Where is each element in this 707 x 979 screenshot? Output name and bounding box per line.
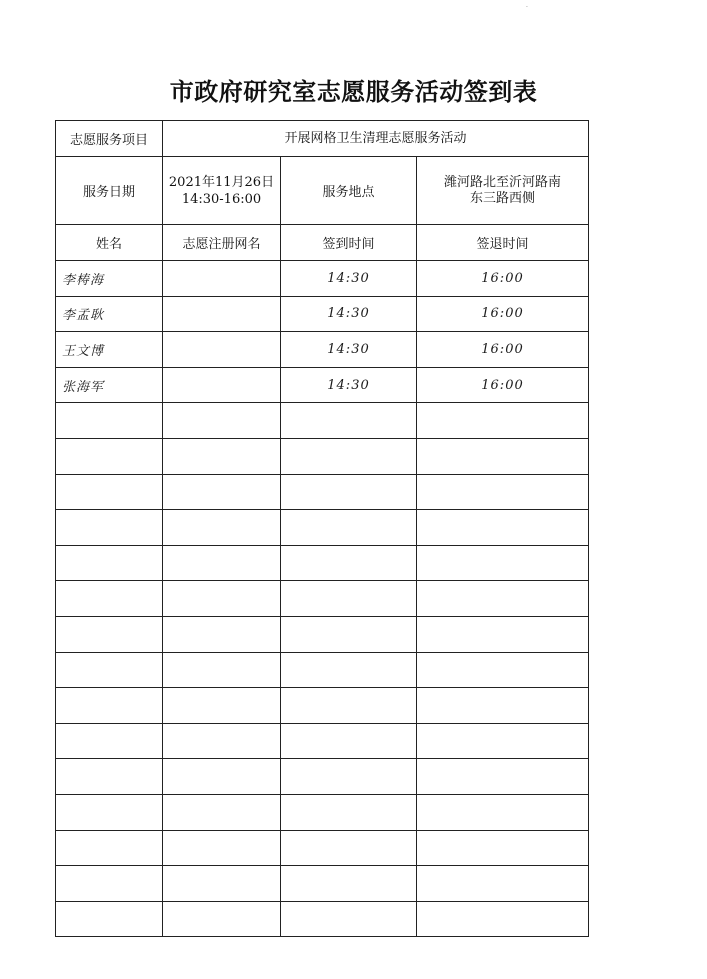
project-row (56, 121, 589, 157)
alias-cell (163, 474, 281, 510)
location-value (417, 157, 589, 225)
name-cell: 王文博 (56, 332, 163, 368)
checkout-cell (417, 901, 589, 937)
checkout-cell: 16:00 (417, 332, 589, 368)
location-line1: 潍河路北至沂河路南 (444, 174, 562, 190)
checkout-cell (417, 403, 589, 439)
alias-cell (163, 901, 281, 937)
checkin-cell (281, 830, 417, 866)
checkin-cell: 14:30 (281, 332, 417, 368)
name-cell (56, 438, 163, 474)
name-cell (56, 474, 163, 510)
alias-cell (163, 759, 281, 795)
name-cell (56, 759, 163, 795)
table-row (56, 866, 589, 902)
checkout-cell (417, 438, 589, 474)
alias-cell (163, 332, 281, 368)
alias-cell (163, 367, 281, 403)
alias-cell (163, 438, 281, 474)
checkout-cell (417, 759, 589, 795)
name-cell (56, 901, 163, 937)
checkin-cell (281, 794, 417, 830)
table-row (56, 261, 589, 297)
table-row (56, 616, 589, 652)
checkin-cell (281, 545, 417, 581)
table-row (56, 830, 589, 866)
name-cell (56, 403, 163, 439)
column-header-row (56, 225, 589, 261)
name-cell: 李孟耿 (56, 296, 163, 332)
location-label: 服务地点 (281, 157, 417, 225)
checkout-cell (417, 723, 589, 759)
alias-cell (163, 296, 281, 332)
name-cell (56, 581, 163, 617)
checkout-cell (417, 545, 589, 581)
name-cell (56, 616, 163, 652)
checkin-cell: 14:30 (281, 261, 417, 297)
alias-cell (163, 866, 281, 902)
table-row (56, 581, 589, 617)
alias-cell (163, 510, 281, 546)
checkin-cell (281, 688, 417, 724)
col-header-alias: 志愿注册网名 (163, 225, 281, 261)
checkout-cell (417, 474, 589, 510)
checkout-cell (417, 794, 589, 830)
checkin-cell (281, 510, 417, 546)
date-location-row (56, 157, 589, 225)
checkin-cell (281, 616, 417, 652)
page-title: 市政府研究室志愿服务活动签到表 (169, 77, 538, 106)
table-row (56, 545, 589, 581)
checkin-cell (281, 866, 417, 902)
location-line2: 东三路西侧 (470, 190, 536, 206)
name-cell (56, 866, 163, 902)
alias-cell (163, 723, 281, 759)
sign-in-table (55, 120, 589, 937)
checkout-cell (417, 581, 589, 617)
table-row (56, 759, 589, 795)
table-row (56, 474, 589, 510)
checkout-cell (417, 616, 589, 652)
table-row (56, 438, 589, 474)
date-line2: 14:30-16:00 (181, 191, 262, 207)
name-cell (56, 723, 163, 759)
col-header-checkout: 签退时间 (417, 225, 589, 261)
alias-cell (163, 261, 281, 297)
table-row (56, 794, 589, 830)
checkout-cell (417, 510, 589, 546)
col-header-name: 姓名 (56, 225, 163, 261)
table-row (56, 403, 589, 439)
alias-cell (163, 688, 281, 724)
alias-cell (163, 830, 281, 866)
name-cell (56, 510, 163, 546)
alias-cell (163, 652, 281, 688)
checkin-cell (281, 901, 417, 937)
name-cell: 张海军 (56, 367, 163, 403)
table-row (56, 332, 589, 368)
table-row (56, 688, 589, 724)
checkout-cell (417, 652, 589, 688)
alias-cell (163, 403, 281, 439)
name-cell (56, 652, 163, 688)
table-row (56, 652, 589, 688)
name-cell: 李梼海 (56, 261, 163, 297)
table-row (56, 367, 589, 403)
name-cell (56, 794, 163, 830)
checkout-cell (417, 866, 589, 902)
checkout-cell: 16:00 (417, 296, 589, 332)
checkin-cell (281, 403, 417, 439)
checkout-cell: 16:00 (417, 367, 589, 403)
table-row (56, 723, 589, 759)
date-line1: 2021年11月26日 (168, 174, 275, 190)
scan-dot: · (526, 4, 528, 11)
checkin-cell (281, 581, 417, 617)
alias-cell (163, 616, 281, 652)
checkout-cell (417, 688, 589, 724)
alias-cell (163, 794, 281, 830)
col-header-checkin: 签到时间 (281, 225, 417, 261)
alias-cell (163, 581, 281, 617)
checkin-cell (281, 474, 417, 510)
table-row (56, 901, 589, 937)
checkout-cell: 16:00 (417, 261, 589, 297)
checkin-cell: 14:30 (281, 367, 417, 403)
table-row (56, 296, 589, 332)
checkin-cell (281, 759, 417, 795)
alias-cell (163, 545, 281, 581)
date-value (163, 157, 281, 225)
project-label: 志愿服务项目 (56, 121, 163, 157)
name-cell (56, 545, 163, 581)
checkin-cell (281, 438, 417, 474)
checkout-cell (417, 830, 589, 866)
date-label: 服务日期 (56, 157, 163, 225)
checkin-cell (281, 652, 417, 688)
checkin-cell (281, 723, 417, 759)
checkin-cell: 14:30 (281, 296, 417, 332)
table-row (56, 510, 589, 546)
name-cell (56, 688, 163, 724)
name-cell (56, 830, 163, 866)
project-value: 开展网格卫生清理志愿服务活动 (163, 121, 589, 157)
